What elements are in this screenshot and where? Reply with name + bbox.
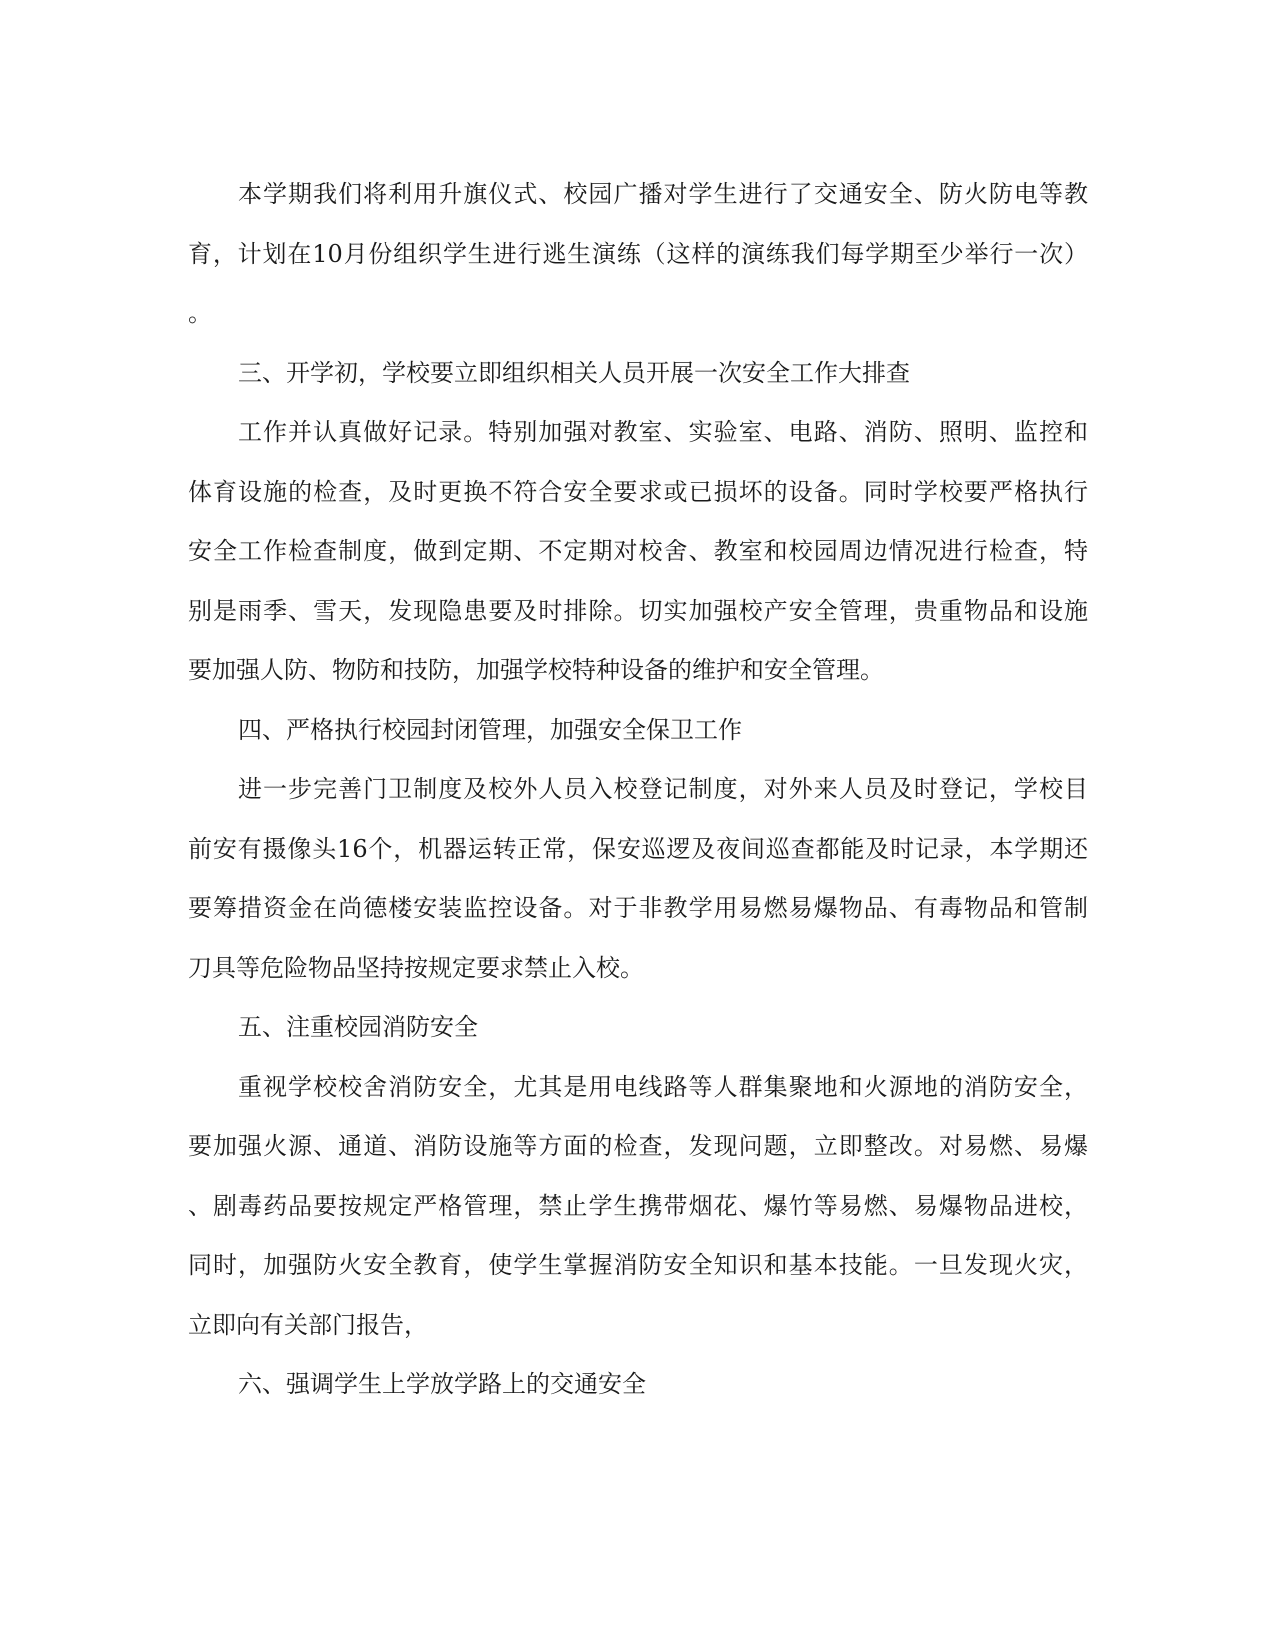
paragraph-line: 安全工作检查制度，做到定期、不定期对校舍、教室和校园周边情况进行检查，特 (188, 537, 1088, 565)
section-heading: 五、注重校园消防安全 (238, 1013, 478, 1041)
section-heading: 三、开学初，学校要立即组织相关人员开展一次安全工作大排查 (238, 358, 910, 387)
paragraph-line: 要加强人防、物防和技防，加强学校特种设备的维护和安全管理。 (188, 656, 884, 684)
paragraph-line: 。 (188, 299, 212, 327)
paragraph-line: 前安有摄像头16个，机器运转正常，保安巡逻及夜间巡查都能及时记录，本学期还 (188, 834, 1088, 863)
section-heading: 四、严格执行校园封闭管理，加强安全保卫工作 (238, 715, 742, 744)
paragraph-line: 重视学校校舍消防安全，尤其是用电线路等人群集聚地和火源地的消防安全， (238, 1072, 1088, 1101)
paragraph-line: 工作并认真做好记录。特别加强对教室、实验室、电路、消防、照明、监控和 (238, 418, 1088, 446)
paragraph-line: 立即向有关部门报告， (188, 1310, 428, 1339)
paragraph-line: 要筹措资金在尚德楼安装监控设备。对于非教学用易燃易爆物品、有毒物品和管制 (188, 894, 1088, 922)
paragraph-line: 刀具等危险物品坚持按规定要求禁止入校。 (188, 953, 644, 982)
section-heading: 六、强调学生上学放学路上的交通安全 (238, 1370, 646, 1398)
paragraph-line: 体育设施的检查，及时更换不符合安全要求或已损坏的设备。同时学校要严格执行 (188, 477, 1088, 506)
paragraph-line: 、剧毒药品要按规定严格管理，禁止学生携带烟花、爆竹等易燃、易爆物品进校， (188, 1191, 1088, 1220)
paragraph-line: 别是雨季、雪天，发现隐患要及时排除。切实加强校产安全管理，贵重物品和设施 (188, 596, 1088, 625)
paragraph-line: 要加强火源、通道、消防设施等方面的检查，发现问题，立即整改。对易燃、易爆 (188, 1132, 1088, 1160)
document-body (188, 165, 1088, 1415)
paragraph-line: 同时，加强防火安全教育，使学生掌握消防安全知识和基本技能。一旦发现火灾， (188, 1251, 1088, 1279)
paragraph-line: 本学期我们将利用升旗仪式、校园广播对学生进行了交通安全、防火防电等教 (238, 180, 1088, 208)
paragraph-line: 育，计划在10月份组织学生进行逃生演练（这样的演练我们每学期至少举行一次） (188, 239, 1088, 268)
paragraph-line: 进一步完善门卫制度及校外人员入校登记制度，对外来人员及时登记，学校目 (238, 775, 1088, 803)
